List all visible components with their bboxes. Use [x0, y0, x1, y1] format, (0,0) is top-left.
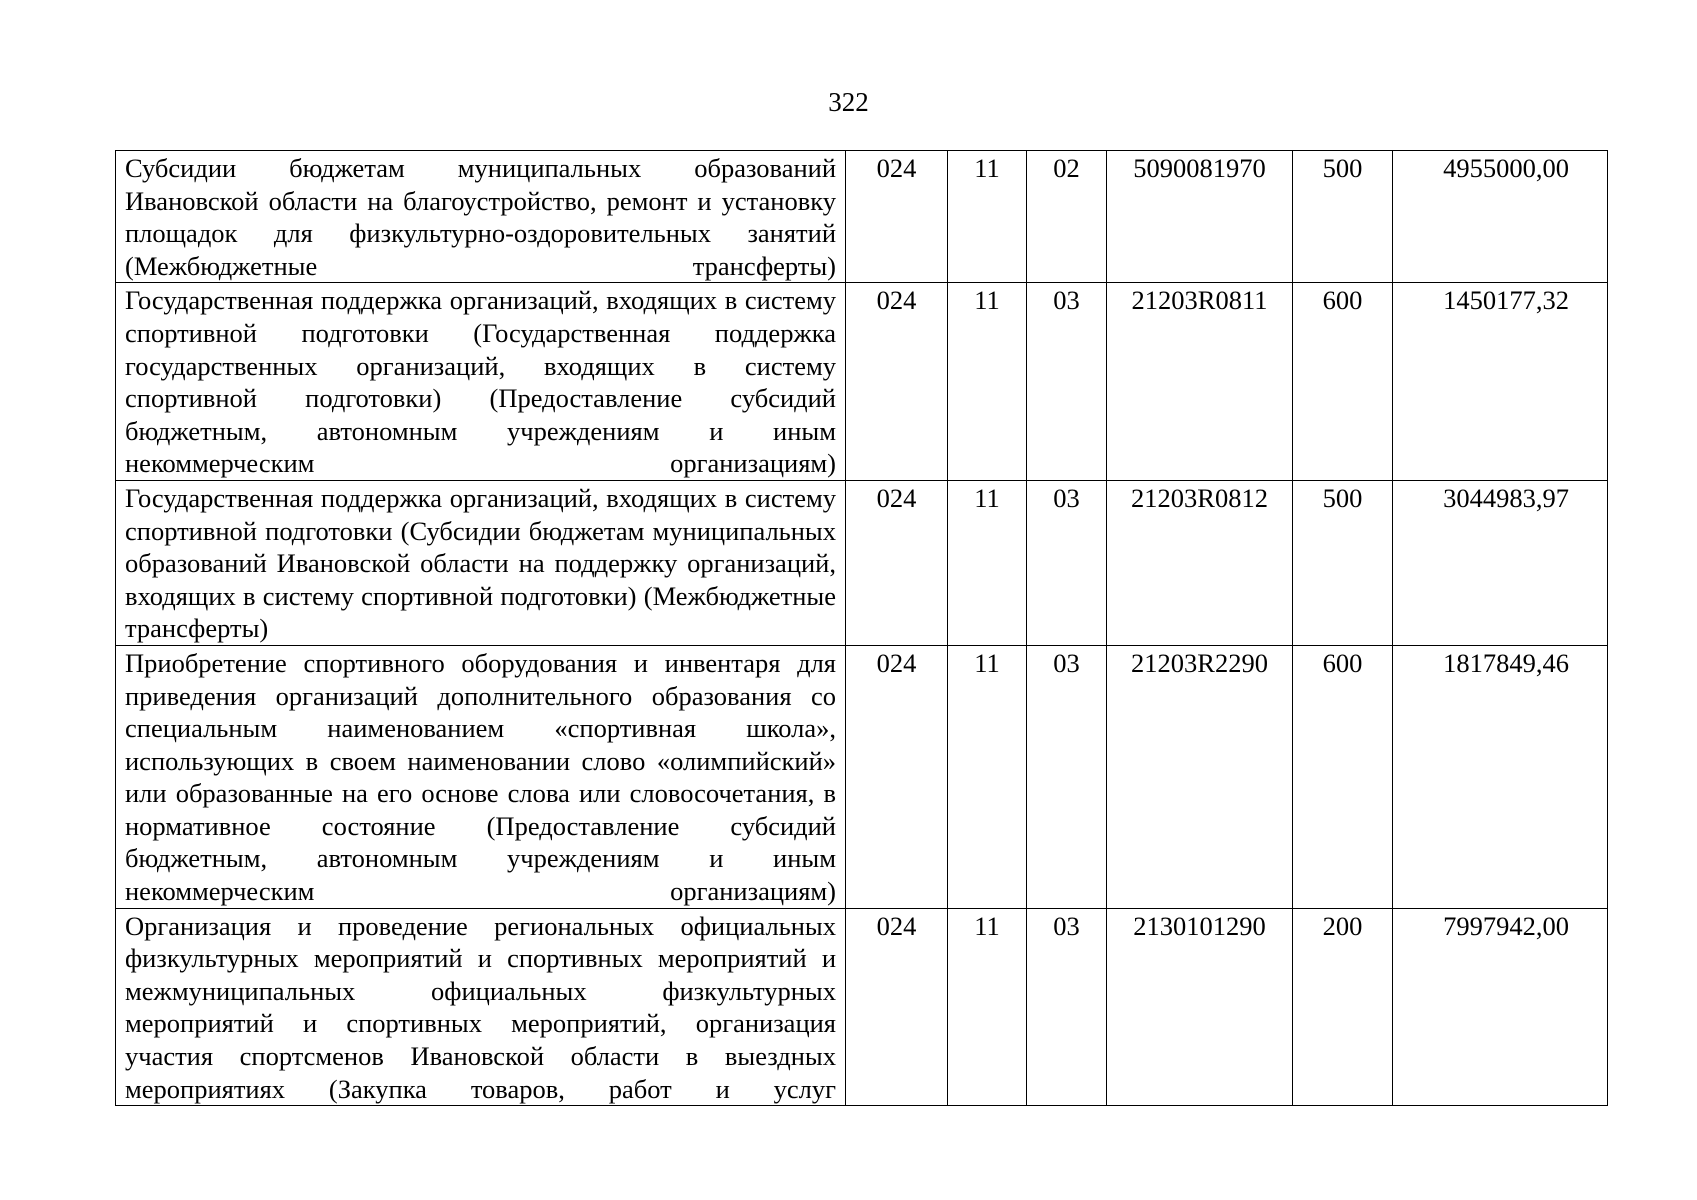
row-amount: 1450177,32 — [1393, 283, 1608, 481]
row-target-code: 21203R0812 — [1107, 480, 1293, 645]
row-target-code: 21203R0811 — [1107, 283, 1293, 481]
row-amount: 7997942,00 — [1393, 908, 1608, 1106]
table-row — [116, 480, 1608, 645]
table-row — [116, 908, 1608, 1106]
row-subsection-code: 03 — [1027, 480, 1107, 645]
row-description: Государственная поддержка организаций, входящих в систему спортивной подготовки (Субсидии бюджетам муниципальных образований Ивановской области на поддержку организаций, входящих в систему спортивной подготовки) (Межбюджетные трансферты) — [116, 480, 846, 645]
row-description: Субсидии бюджетам муниципальных образований Ивановской области на благоустройство, ремонт и установку площадок для физкультурно-оздоровительных занятий (Межбюджетные трансферты) — [116, 151, 846, 283]
row-subsection-code: 03 — [1027, 283, 1107, 481]
row-section-code: 11 — [948, 908, 1027, 1106]
page-number: 322 — [828, 87, 869, 117]
row-expense-type-code: 500 — [1293, 151, 1393, 283]
row-description: Организация и проведение региональных официальных физкультурных мероприятий и спортивных мероприятий и межмуниципальных официальных физкультурных мероприятий и спортивных мероприятий, организация участия спортсменов Ивановской области в выездных мероприятиях (Закупка товаров, работ и услуг — [116, 908, 846, 1106]
row-ved-code: 024 — [846, 283, 948, 481]
row-section-code: 11 — [948, 283, 1027, 481]
row-expense-type-code: 200 — [1293, 908, 1393, 1106]
row-section-code: 11 — [948, 480, 1027, 645]
table-row — [116, 645, 1608, 908]
row-target-code: 5090081970 — [1107, 151, 1293, 283]
row-target-code: 2130101290 — [1107, 908, 1293, 1106]
row-ved-code: 024 — [846, 480, 948, 645]
row-ved-code: 024 — [846, 908, 948, 1106]
row-section-code: 11 — [948, 645, 1027, 908]
row-amount: 3044983,97 — [1393, 480, 1608, 645]
row-description: Приобретение спортивного оборудования и инвентаря для приведения организаций дополнительного образования со специальным наименованием «спортивная школа», использующих в своем наименовании слово «олимпийский» или образованные на его основе слова или словосочетания, в нормативное состояние (Предоставление субсидий бюджетным, автономным учреждениям и иным некоммерческим организациям) — [116, 645, 846, 908]
budget-allocation-table — [115, 150, 1608, 1106]
row-expense-type-code: 500 — [1293, 480, 1393, 645]
table-row — [116, 151, 1608, 283]
row-subsection-code: 02 — [1027, 151, 1107, 283]
row-amount: 4955000,00 — [1393, 151, 1608, 283]
row-ved-code: 024 — [846, 645, 948, 908]
row-target-code: 21203R2290 — [1107, 645, 1293, 908]
table-row — [116, 283, 1608, 481]
row-expense-type-code: 600 — [1293, 283, 1393, 481]
row-section-code: 11 — [948, 151, 1027, 283]
row-subsection-code: 03 — [1027, 645, 1107, 908]
row-ved-code: 024 — [846, 151, 948, 283]
row-expense-type-code: 600 — [1293, 645, 1393, 908]
row-amount: 1817849,46 — [1393, 645, 1608, 908]
row-subsection-code: 03 — [1027, 908, 1107, 1106]
row-description: Государственная поддержка организаций, входящих в систему спортивной подготовки (Государственная поддержка государственных организаций, входящих в систему спортивной подготовки) (Предоставление субсидий бюджетным, автономным учреждениям и иным некоммерческим организациям) — [116, 283, 846, 481]
